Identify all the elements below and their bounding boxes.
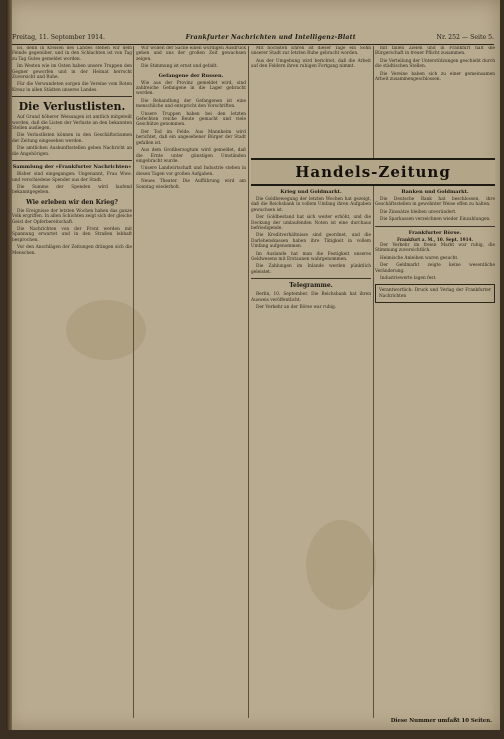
- paragraph: Die Ereignisse der letzten Wochen haben das ganze Volk ergriffen. In allen Schichten zeigt sich der gleiche Geist der Opferbereitschaft.: [12, 208, 132, 225]
- telegramme-title: Telegramme.: [289, 282, 333, 290]
- paragraph: Wir wollen der Sache einen würdigen Ausdruck geben und uns der großen Zeit gewachsen zeigen.: [136, 46, 246, 62]
- paragraph: Die Stimmung ist ernst und gefaßt.: [141, 64, 218, 70]
- page-header: [12, 30, 494, 45]
- page-count-note: Diese Nummer umfaßt 10 Seiten.: [390, 718, 492, 724]
- column-4-top: [375, 46, 495, 156]
- paragraph: Wie aus der Provinz gemeldet wird, sind zahlreiche Gefangene in die Lager gebracht worden.: [136, 80, 246, 97]
- top-article: [136, 46, 246, 70]
- paragraph: Die Deutsche Bank hat beschlossen, ihre Geschäftsstellen in gewohnter Weise offen zu halten.: [375, 197, 495, 208]
- paragraph: Auf Grund höherer Weisungen ist amtlich mitgeteilt worden, daß die Listen der Verluste an den bekannten Stellen ausliegen.: [12, 115, 132, 132]
- verlustlisten-article: [12, 115, 132, 157]
- section-divider: [251, 278, 371, 279]
- paragraph: Der Geldmarkt zeigte keine wesentliche Veränderung.: [375, 263, 495, 274]
- krieg-gold-article: [251, 197, 371, 275]
- paragraph: Die Goldbewegung der letzten Wochen hat gezeigt, daß die Reichsbank in vollem Umfang ihren Aufgaben gewachsen ist.: [251, 197, 371, 213]
- banken-article: [375, 197, 495, 223]
- paragraph: mit fällen Zielen und in Frankfurt hält die Bürgerschaft in treuer Pflicht zusammen.: [375, 46, 495, 57]
- gefangene-article: [136, 81, 246, 190]
- paragraph: Der Verkehr im freien Markt war ruhig, die Stimmung zuversichtlich.: [375, 243, 495, 254]
- paragraph: Die Verteilung der Unterstützungen geschieht durch die städtischen Stellen.: [375, 58, 495, 70]
- paragraph: Die Zahlungen im Inlande werden pünktlich geleistet.: [251, 264, 371, 275]
- banken-title: Banken und Goldmarkt.: [401, 189, 469, 195]
- gefangene-title: Gefangene der Russen.: [158, 72, 224, 79]
- header-date: Freitag, 11. September 1914.: [12, 33, 105, 41]
- paragraph: Der Verkehr an der Börse war ruhig.: [256, 305, 337, 311]
- paragraph: Heimische Anleihen waren gesucht.: [380, 255, 459, 261]
- krieg-article: [12, 209, 132, 256]
- paragraph: Neues Theater. Die Aufführung wird am Sonntag wiederholt.: [136, 179, 246, 190]
- imprint-text: Verantwortlich: Druck und Verlag der Frankfurter Nachrichten: [379, 288, 491, 299]
- sammlung-title: Sammlung der »Frankfurter Nachrichten«: [12, 164, 132, 171]
- column-rule: [373, 46, 374, 718]
- boerse-article: [375, 243, 495, 281]
- paragraph: Aus der Umgebung wird berichtet, daß die Arbeit auf den Feldern ihren ruhigen Fortgang nimmt.: [251, 58, 371, 70]
- paragraph: Die Vereine haben sich zu einer gemeinsamen Arbeit zusammengeschlossen.: [375, 71, 495, 83]
- telegramme-article: [251, 292, 371, 310]
- paragraph: Mit höchsten Ehren ist dieser Tage ein Sohn unserer Stadt zur letzten Ruhe gebracht worden.: [251, 46, 371, 57]
- paragraph: Die Behandlung der Gefangenen ist eine menschliche und entspricht den Vorschriften.: [136, 98, 246, 110]
- paragraph: Die Zinssätze bleiben unverändert.: [380, 209, 457, 215]
- paragraph: Der Tod im Felde. Aus Mannheim wird berichtet, daß ein angesehener Bürger der Stadt gefallen ist.: [136, 129, 246, 146]
- paragraph: Die Nachrichten von der Front werden mit Spannung erwartet und in den Straßen lebhaft besprochen.: [12, 226, 132, 243]
- top-article: [375, 46, 495, 82]
- paragraph: Aus dem Großherzogtum wird gemeldet, daß die Ernte unter günstigen Umständen eingebracht wurde.: [136, 148, 246, 164]
- paragraph: Berlin, 10. September. Die Reichsbank hat ihren Ausweis veröffentlicht.: [251, 292, 371, 303]
- column-rule: [133, 46, 134, 718]
- paragraph: Die amtlichen Auskunftsstellen geben Nachricht an die Angehörigen.: [12, 146, 132, 157]
- paragraph: Im Westen wie im Osten haben unsere Truppen den Gegner geworfen und in der Heimat herrscht Zuversicht und Ruhe.: [12, 64, 132, 81]
- paragraph: Unsere Truppen haben bei den letzten Gefechten reiche Beute gemacht und viele Geschütze genommen.: [136, 111, 246, 128]
- krieg-title: Wie erleben wir den Krieg?: [26, 198, 118, 206]
- paragraph: Die Sparkassen verzeichnen wieder Einzahlungen.: [380, 217, 491, 223]
- paragraph: Der Goldbestand hat sich weiter erhöht, und die Deckung der umlaufenden Noten ist eine durchaus befriedigende.: [251, 215, 371, 232]
- masthead-title: Frankfurter Nachrichten und Intelligenz-Blatt: [185, 33, 356, 41]
- sammlung-article: [12, 172, 132, 196]
- section-divider: [12, 96, 132, 97]
- boerse-date: Frankfurt a. M., 10. Sept. 1914.: [396, 237, 474, 243]
- handels-title: Handels-Zeitung: [295, 163, 451, 181]
- section-divider: [12, 160, 132, 161]
- newspaper-page: [6, 0, 500, 730]
- imprint-box: [375, 284, 495, 303]
- handels-zeitung-banner: [251, 158, 495, 186]
- column-4: [375, 186, 495, 710]
- krieg-gold-title: Krieg und Goldmarkt.: [280, 189, 342, 195]
- paragraph: Industriewerte lagen fest.: [380, 276, 437, 282]
- paragraph: Vor den Anschlägen der Zeitungen drängen sich die Menschen.: [12, 245, 132, 256]
- column-3: [251, 186, 371, 720]
- section-divider: [375, 226, 495, 227]
- paragraph: Die Summe der Spenden wird laufend bekanntgegeben.: [12, 184, 132, 196]
- top-article: [251, 46, 371, 70]
- paragraph: Es, denn in Kreisen des Landes stehen wir dem Feinde gegenüber, und in den Schlachten ist von Tag zu Tag Gutes gemeldet worden.: [12, 46, 132, 62]
- column-3-top: [251, 46, 371, 156]
- intro-article: [12, 46, 132, 93]
- paragraph: Die Verlustlisten können in den Geschäftsräumen der Zeitung eingesehen werden.: [12, 133, 132, 144]
- verlustlisten-title: Die Verlustlisten.: [18, 100, 126, 114]
- paragraph: Die Kreditverhältnisse sind geordnet, und die Darlehenskassen haben ihre Tätigkeit in vollem Umfang aufgenommen.: [251, 233, 371, 250]
- column-1: [12, 46, 132, 720]
- column-rule: [248, 46, 249, 718]
- header-issue: Nr. 252 — Seite 5.: [436, 33, 494, 41]
- paragraph: Unsere Landwirtschaft und Industrie stehen in diesen Tagen vor großen Aufgaben.: [136, 166, 246, 177]
- paragraph: Für die Verwundeten sorgen die Vereine vom Roten Kreuz in allen Städten unseres Landes.: [12, 82, 132, 93]
- column-2: [136, 46, 246, 720]
- boerse-title: Frankfurter Börse.: [408, 229, 462, 236]
- paragraph: Bisher sind eingegangen: Ungenannt, Frau Wwe. und verschiedene Spender aus der Stadt.: [12, 172, 132, 183]
- paragraph: Im Auslande hat man die Festigkeit unseres Geldwesens mit Erstaunen wahrgenommen.: [251, 251, 371, 263]
